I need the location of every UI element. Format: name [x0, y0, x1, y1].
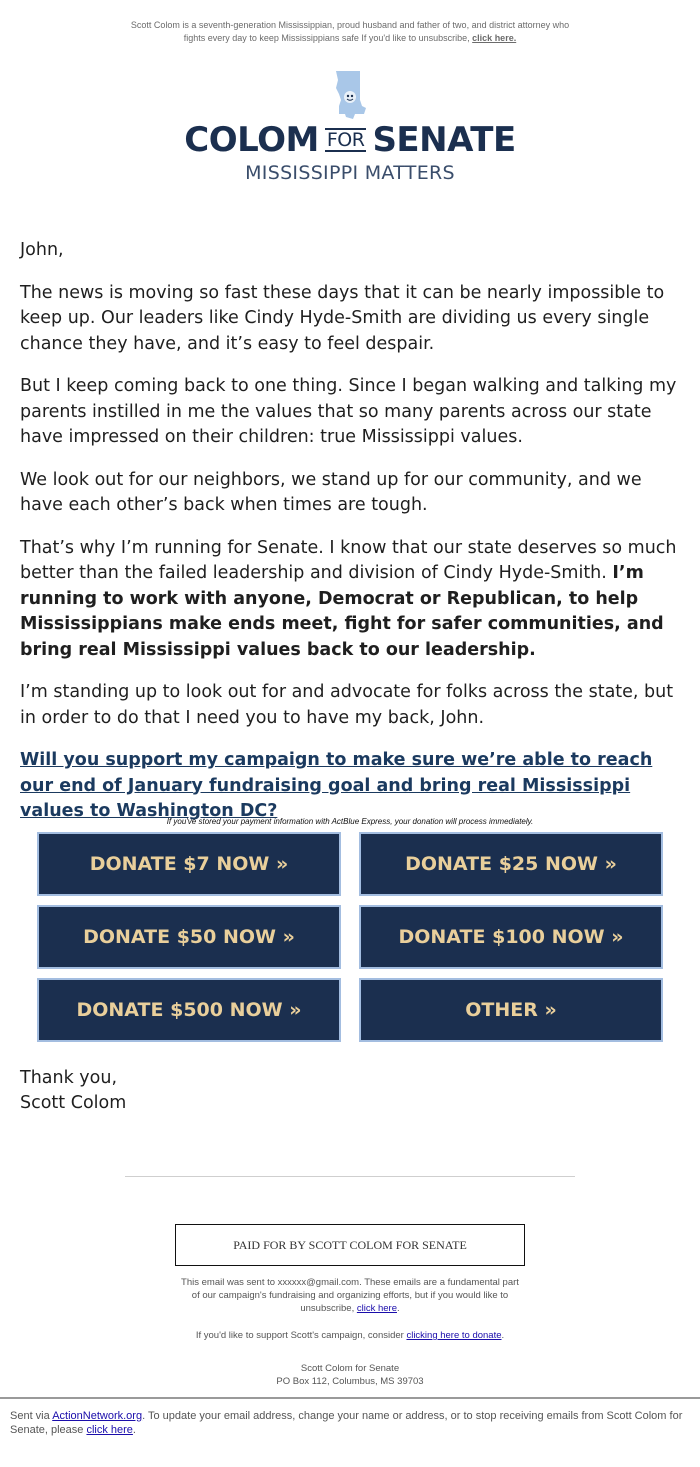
action-network-text: Sent via ActionNetwork.org. To update your email address, change your name or address, or to stop receiving emails from Scott Colom for Senate, please click here.	[10, 1410, 683, 1436]
action-network-bar	[0, 1397, 700, 1467]
footer-address: PO Box 112, Columbus, MS 39703	[276, 1376, 424, 1387]
paragraph-2: But I keep coming back to one thing. Since I began walking and talking my parents instilled in me the values that so many parents across our state have impressed on their children: true Mississippi values.	[20, 376, 677, 447]
preheader-unsubscribe-link[interactable]: click here.	[472, 33, 517, 43]
greeting: John,	[20, 240, 64, 260]
divider	[125, 1176, 575, 1177]
bottom-click-here-link[interactable]: click here	[86, 1424, 133, 1436]
actblue-note: If you've stored your payment information with ActBlue Express, your donation will process immediately.	[166, 817, 534, 826]
signoff-name: Scott Colom	[20, 1093, 127, 1113]
footer-sent-to-text: This email was sent to xxxxxx@gmail.com. These emails are a fundamental part of our campaign's fundraising and organizing efforts, but if you would like to unsubscribe,	[181, 1277, 519, 1314]
campaign-logo	[0, 70, 700, 190]
footer-donate-link[interactable]: clicking here to donate	[406, 1330, 502, 1341]
paragraph-1: The news is moving so fast these days that it can be nearly impossible to keep up. Our leaders like Cindy Hyde-Smith are dividing us every single chance they have, and it’s easy to feel despair.	[20, 282, 665, 354]
paragraph-3: We look out for our neighbors, we stand up for our community, and we have each other’s back when times are tough.	[20, 469, 642, 515]
signoff-thanks: Thank you,	[20, 1068, 118, 1088]
mississippi-map-icon	[333, 70, 367, 120]
footer-address-block	[180, 1362, 520, 1388]
paragraph-4-bold: I’m running to work with anyone, Democrat or Republican, to help Mississippians make ends meet, fight for safer communities, and bring real Mississippi values back to our leadership.	[20, 563, 664, 660]
logo-for: FOR	[326, 129, 365, 151]
bottom-middle: . To update your email address, change your name or address, or to stop receiving emails from Scott Colom for Senate, please	[10, 1410, 683, 1436]
preheader	[120, 19, 580, 45]
support-campaign-link[interactable]: Will you support my campaign to make sure we’re able to reach our end of January fundraising goal and bring real Mississippi values to Washington DC?	[20, 750, 653, 821]
donate-100-button[interactable]: DONATE $100 NOW »	[359, 905, 663, 969]
logo-office: SENATE	[372, 120, 516, 160]
donate-50-button[interactable]: DONATE $50 NOW »	[37, 905, 341, 969]
bottom-prefix: Sent via	[10, 1410, 50, 1422]
paragraph-4	[20, 536, 680, 664]
paragraph-5: I’m standing up to look out for and advocate for folks across the state, but in order to do that I need you to have my back, John.	[20, 682, 674, 728]
letter-body	[20, 238, 680, 825]
footer-support: If you'd like to support Scott's campaign, consider clicking here to donate.	[195, 1330, 505, 1341]
logo-tagline: MISSISSIPPI MATTERS	[245, 162, 455, 184]
donate-25-button[interactable]: DONATE $25 NOW »	[359, 832, 663, 896]
action-network-link[interactable]: ActionNetwork.org	[52, 1410, 143, 1422]
footer-sent-to: This email was sent to xxxxxx@gmail.com. These emails are a fundamental part of our campaign's fundraising and organizing efforts, but if you would like to unsubscribe, click here.	[181, 1277, 519, 1314]
donate-500-button[interactable]: DONATE $500 NOW »	[37, 978, 341, 1042]
donate-7-button[interactable]: DONATE $7 NOW »	[37, 832, 341, 896]
logo-wordmark	[0, 120, 700, 160]
footer-org-name: Scott Colom for Senate	[300, 1363, 400, 1374]
paid-for-disclaimer: PAID FOR BY SCOTT COLOM FOR SENATE	[175, 1224, 525, 1266]
donate-other-button[interactable]: OTHER »	[359, 978, 663, 1042]
signoff	[20, 1066, 126, 1116]
logo-name: COLOM	[184, 120, 319, 160]
footer-support-text: If you'd like to support Scott's campaign, consider	[195, 1330, 404, 1341]
footer-unsubscribe-link[interactable]: click here	[356, 1303, 397, 1314]
paragraph-4-plain: That’s why I’m running for Senate. I know that our state deserves so much better than the failed leadership and division of Cindy Hyde-Smith.	[20, 537, 677, 583]
preheader-text: Scott Colom is a seventh-generation Mississippian, proud husband and father of two, and district attorney who fights every day to keep Mississippians safe If you'd like to unsubscribe,	[130, 20, 570, 43]
